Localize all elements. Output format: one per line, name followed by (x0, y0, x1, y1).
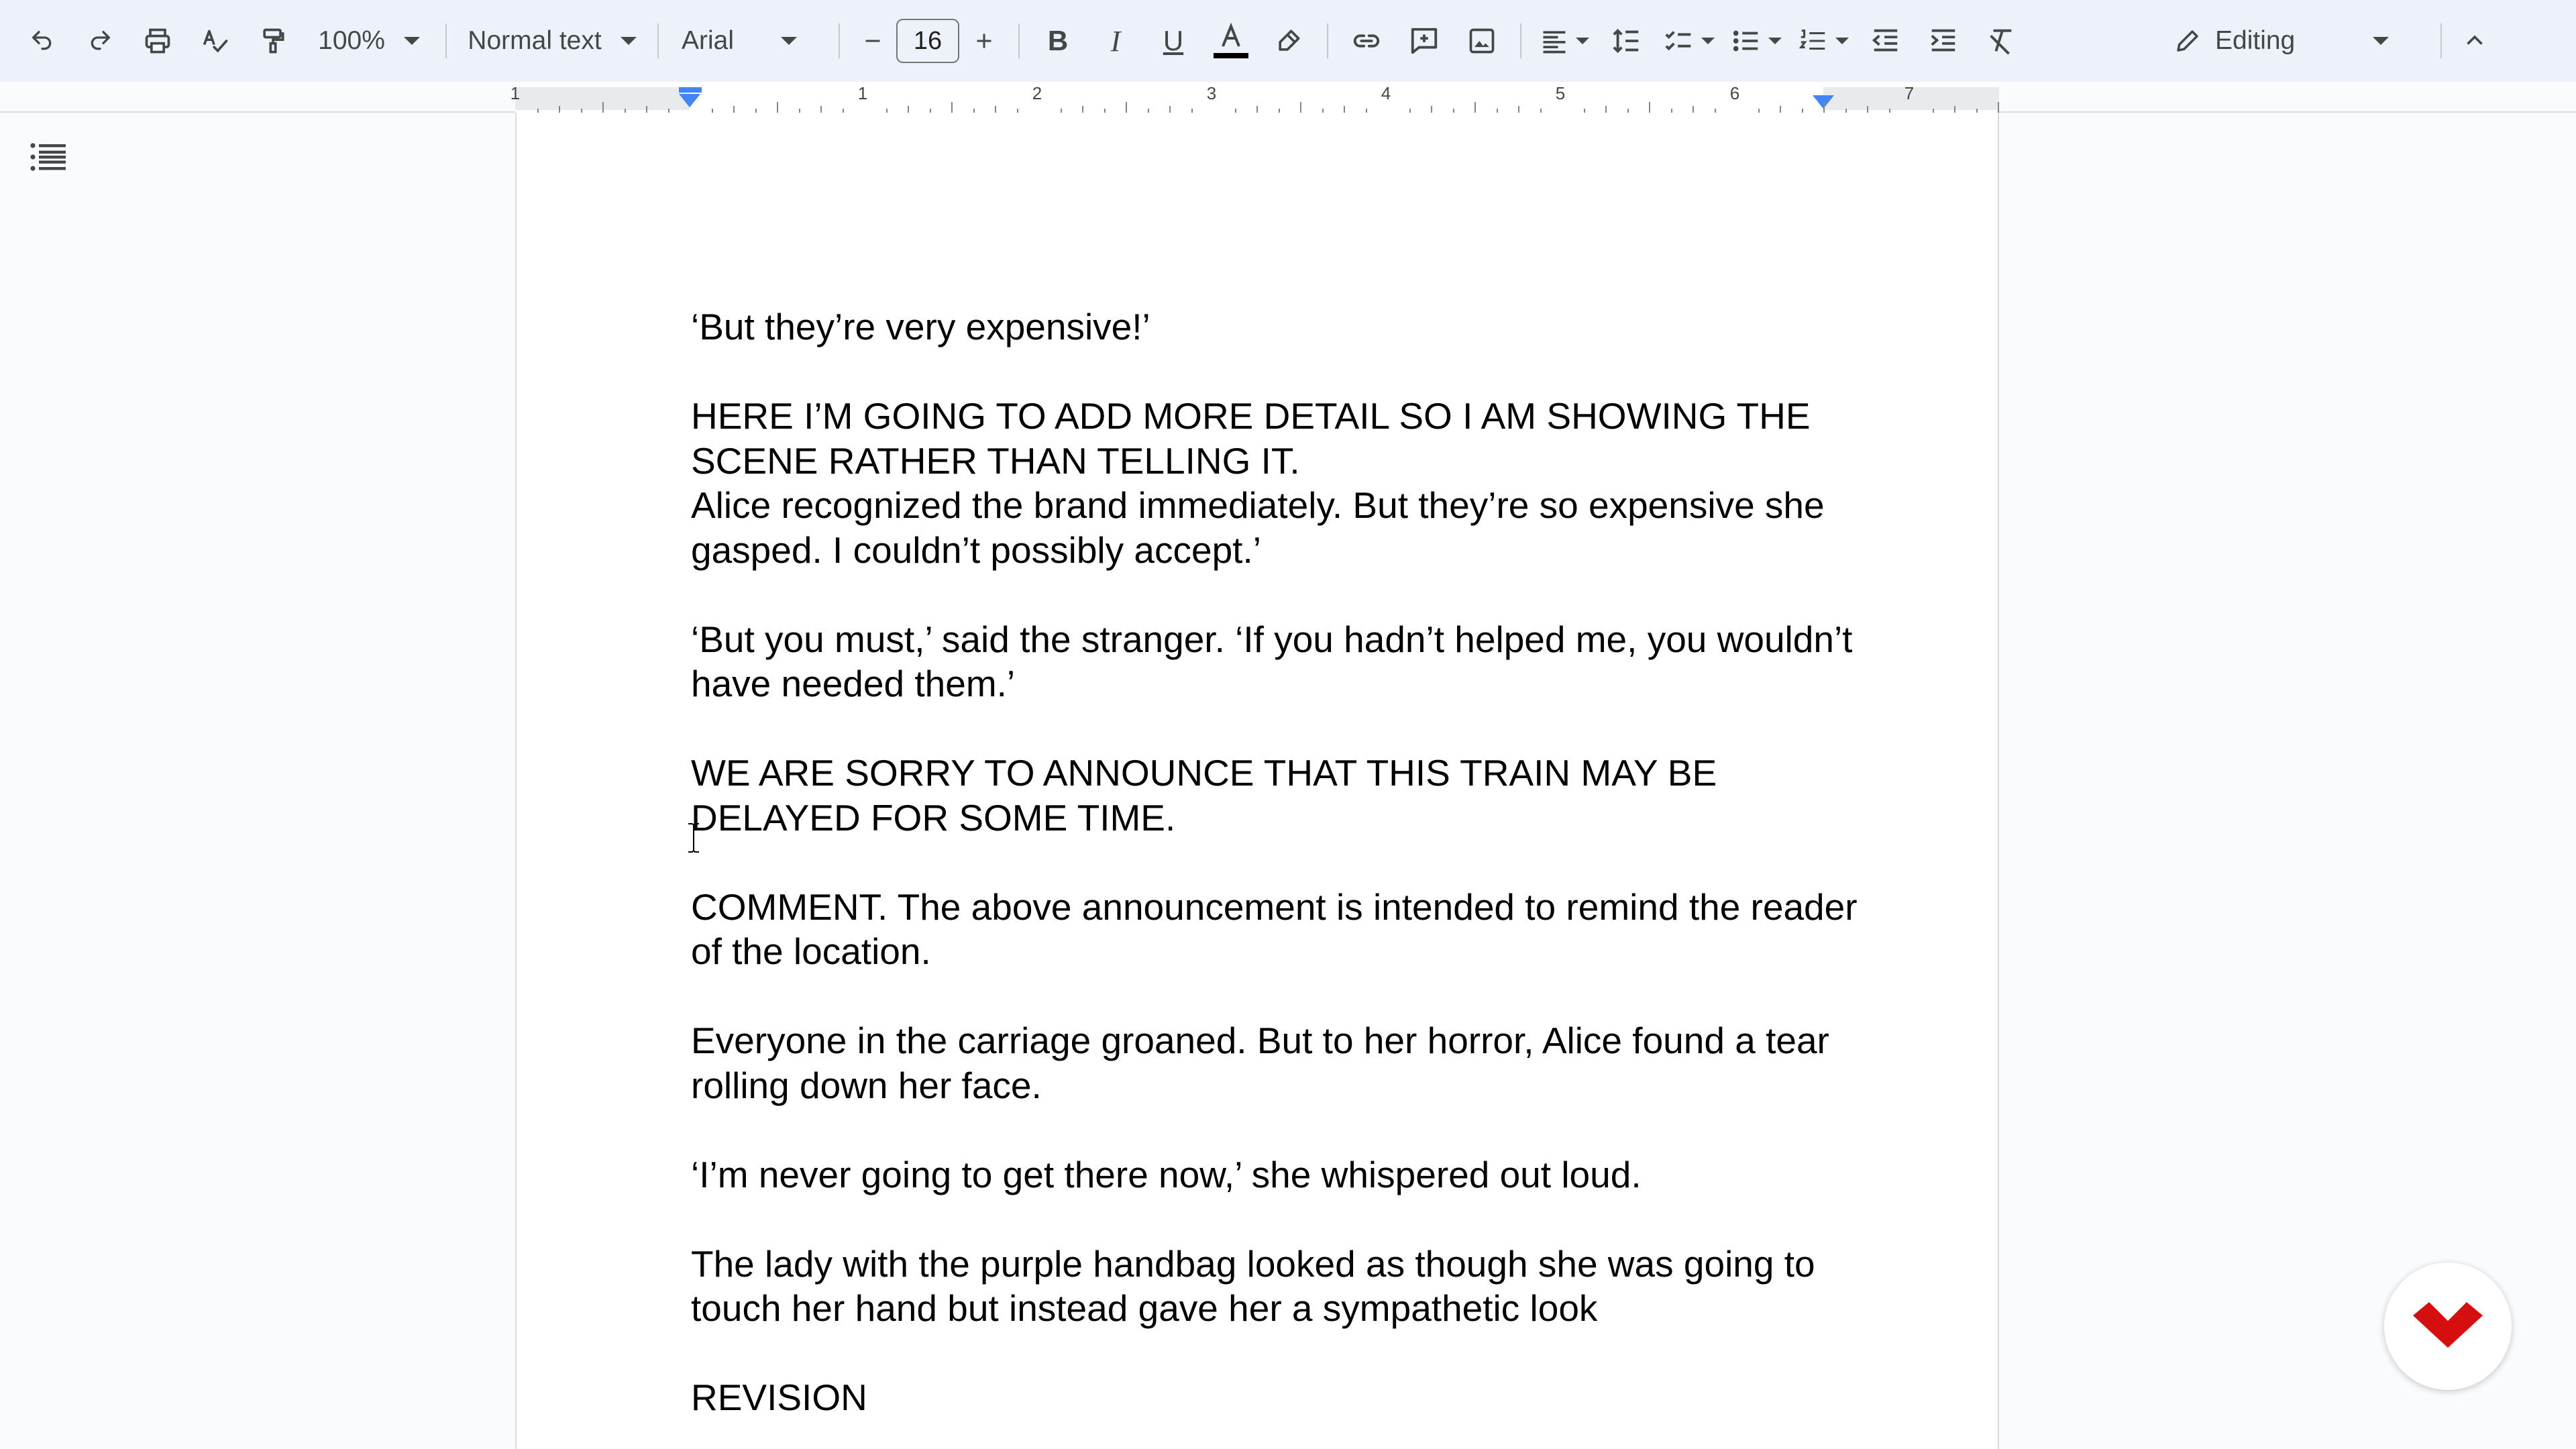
indent-decrease-icon (1870, 25, 1901, 56)
paragraph[interactable]: ‘But they’re very expensive!’ (691, 306, 1150, 347)
paragraph[interactable]: REVISION (691, 1377, 867, 1418)
ruler-number: 4 (1381, 83, 1391, 103)
chevron-down-icon (2373, 37, 2389, 45)
zoom-value: 100% (318, 26, 385, 55)
ruler-tick (820, 106, 822, 113)
text-color-icon (1210, 21, 1252, 61)
horizontal-ruler[interactable] (510, 82, 1999, 113)
ruler-tick (1126, 102, 1127, 113)
toolbar-divider (1520, 23, 1521, 58)
chevron-down-icon (781, 37, 797, 45)
hide-menus-button[interactable] (2451, 14, 2498, 68)
align-left-icon (1540, 26, 1569, 56)
chevron-down-icon (621, 37, 637, 45)
ruler-tick (951, 102, 953, 113)
insert-image-button[interactable] (1453, 14, 1511, 68)
chevron-down-icon (1835, 38, 1849, 44)
zoom-dropdown[interactable] (302, 14, 436, 68)
underline-icon: U (1163, 25, 1184, 56)
plus-icon (972, 29, 996, 53)
floating-badge-button[interactable] (2384, 1263, 2512, 1390)
redo-icon (87, 28, 113, 54)
paragraph[interactable]: ‘I’m never going to get there now,’ she whispered out loud. (691, 1153, 1642, 1195)
checklist-icon (1664, 25, 1695, 56)
toolbar-divider (1018, 23, 1020, 58)
undo-button[interactable] (13, 14, 71, 68)
ruler-tick (995, 106, 996, 113)
print-icon (143, 26, 172, 56)
undo-icon (29, 28, 56, 54)
ruler-tick (1431, 106, 1432, 113)
document-page[interactable] (515, 113, 1999, 1449)
ruler-number: 5 (1555, 83, 1566, 103)
add-comment-icon (1409, 25, 1440, 56)
highlighter-icon (1274, 26, 1303, 56)
empty-paragraph[interactable] (691, 706, 1872, 751)
paint-format-icon (258, 26, 288, 56)
ruler-tick (733, 106, 735, 113)
font-size-value: 16 (896, 19, 959, 63)
main-toolbar (0, 0, 2576, 82)
empty-paragraph[interactable] (691, 974, 1872, 1019)
numbered-list-dropdown[interactable] (1790, 14, 1857, 68)
italic-button[interactable] (1087, 14, 1144, 68)
chevron-down-icon (1701, 38, 1715, 44)
link-icon (1351, 25, 1382, 56)
document-body[interactable] (691, 305, 1872, 1420)
paragraph[interactable]: HERE I’M GOING TO ADD MORE DETAIL SO I AM SHOWING THE SCENE RATHER THAN TELLING IT. (691, 395, 1821, 482)
insert-link-button[interactable] (1338, 14, 1395, 68)
ruler-tick (1867, 106, 1868, 113)
ruler-tick (908, 106, 909, 113)
ruler-number: 2 (1032, 83, 1042, 103)
print-button[interactable] (129, 14, 186, 68)
paragraph[interactable]: ‘But you must,’ said the stranger. ‘If you hadn’t helped me, you wouldn’t have needed them.’ (691, 618, 1863, 704)
ruler-tick (1256, 106, 1258, 113)
paragraph[interactable]: Everyone in the carriage groaned. But to her horror, Alice found a tear rolling down her face. (691, 1020, 1840, 1106)
bulleted-list-icon (1731, 25, 1762, 56)
ruler-tick (1344, 106, 1345, 113)
logo-icon (2413, 1299, 2483, 1354)
highlight-color-button[interactable] (1260, 14, 1318, 68)
increase-font-size-button[interactable] (959, 14, 1009, 68)
increase-indent-button[interactable] (1915, 14, 1972, 68)
outline-icon (30, 142, 66, 176)
paragraph[interactable]: The lady with the purple handbag looked as though she was going to touch her hand but instead gave her a sympathetic look (691, 1242, 1825, 1329)
toolbar-divider (839, 23, 840, 58)
ruler-tick (1474, 102, 1476, 113)
toolbar-divider (2440, 23, 2442, 58)
spellcheck-icon (201, 26, 230, 56)
chevron-down-icon (404, 37, 420, 45)
chevron-down-icon (1768, 38, 1782, 44)
bold-icon: B (1047, 25, 1069, 56)
ruler-number: 1 (857, 83, 868, 103)
align-dropdown[interactable] (1531, 14, 1598, 68)
ruler-number: 6 (1729, 83, 1740, 103)
insert-image-icon (1467, 26, 1497, 56)
empty-paragraph[interactable] (691, 1108, 1872, 1152)
indent-increase-icon (1928, 25, 1959, 56)
bulleted-list-dropdown[interactable] (1723, 14, 1790, 68)
ruler-tick (1605, 106, 1607, 113)
font-dropdown[interactable] (668, 14, 829, 68)
empty-paragraph[interactable] (691, 1197, 1872, 1242)
text-cursor-icon (687, 822, 700, 853)
toolbar-divider (1327, 23, 1328, 58)
empty-paragraph[interactable] (691, 840, 1872, 885)
toolbar-divider (445, 23, 447, 58)
first-line-indent-marker[interactable] (679, 87, 702, 93)
ruler-tick (1300, 102, 1301, 113)
ruler-bar (0, 82, 2576, 113)
checklist-dropdown[interactable] (1656, 14, 1723, 68)
ruler-tick (1518, 106, 1519, 113)
decrease-indent-button[interactable] (1857, 14, 1915, 68)
ruler-tick (602, 102, 604, 113)
font-value: Arial (682, 26, 735, 55)
ruler-number: 7 (1904, 83, 1915, 103)
ruler-tick (1693, 106, 1694, 113)
ruler-tick (1082, 106, 1083, 113)
ruler-tick (1780, 106, 1781, 113)
style-value: Normal text (468, 26, 602, 55)
empty-paragraph[interactable] (691, 1331, 1872, 1376)
italic-icon: I (1110, 24, 1121, 58)
empty-paragraph[interactable] (691, 350, 1872, 394)
bold-button[interactable] (1029, 14, 1087, 68)
clear-formatting-icon (1986, 25, 2017, 56)
line-spacing-icon (1611, 25, 1642, 56)
ruler-tick (777, 102, 778, 113)
ruler-number: 1 (510, 83, 521, 103)
text-color-button[interactable] (1202, 14, 1260, 68)
ruler-tick (1169, 106, 1171, 113)
minus-icon (861, 29, 885, 53)
font-size-input[interactable] (896, 14, 959, 68)
underline-button[interactable] (1144, 14, 1202, 68)
add-comment-button[interactable] (1395, 14, 1453, 68)
paragraph[interactable]: Alice recognized the brand immediately. But they’re so expensive she gasped. I couldn’t possibly accept.’ (691, 484, 1835, 571)
pencil-icon (2174, 27, 2202, 55)
toolbar-divider (657, 23, 659, 58)
clear-formatting-button[interactable] (1972, 14, 2030, 68)
editing-mode-dropdown[interactable] (2174, 14, 2415, 68)
paragraph[interactable]: COMMENT. The above announcement is intended to remind the reader of the location. (691, 885, 1868, 972)
chevron-down-icon (1576, 38, 1589, 44)
paint-format-button[interactable] (244, 14, 302, 68)
left-indent-marker[interactable] (679, 94, 700, 107)
editing-mode-label: Editing (2215, 26, 2296, 55)
spellcheck-button[interactable] (186, 14, 244, 68)
style-dropdown[interactable] (456, 14, 648, 68)
decrease-font-size-button[interactable] (849, 14, 896, 68)
paragraph[interactable]: WE ARE SORRY TO ANNOUNCE THAT THIS TRAIN MAY BE DELAYED FOR SOME TIME. (691, 752, 1727, 839)
ruler-tick (1998, 102, 1999, 113)
numbered-list-icon (1798, 25, 1829, 56)
ruler-tick (1649, 102, 1650, 113)
empty-paragraph[interactable] (691, 572, 1872, 617)
ruler-tick (559, 106, 560, 113)
ruler-tick (1823, 102, 1825, 113)
show-outline-button[interactable] (24, 138, 71, 178)
redo-button[interactable] (71, 14, 129, 68)
ruler-tick (646, 106, 647, 113)
line-spacing-button[interactable] (1598, 14, 1656, 68)
ruler-tick (1954, 106, 1955, 113)
ruler-number: 3 (1206, 83, 1217, 103)
chevron-up-icon (2463, 29, 2487, 53)
